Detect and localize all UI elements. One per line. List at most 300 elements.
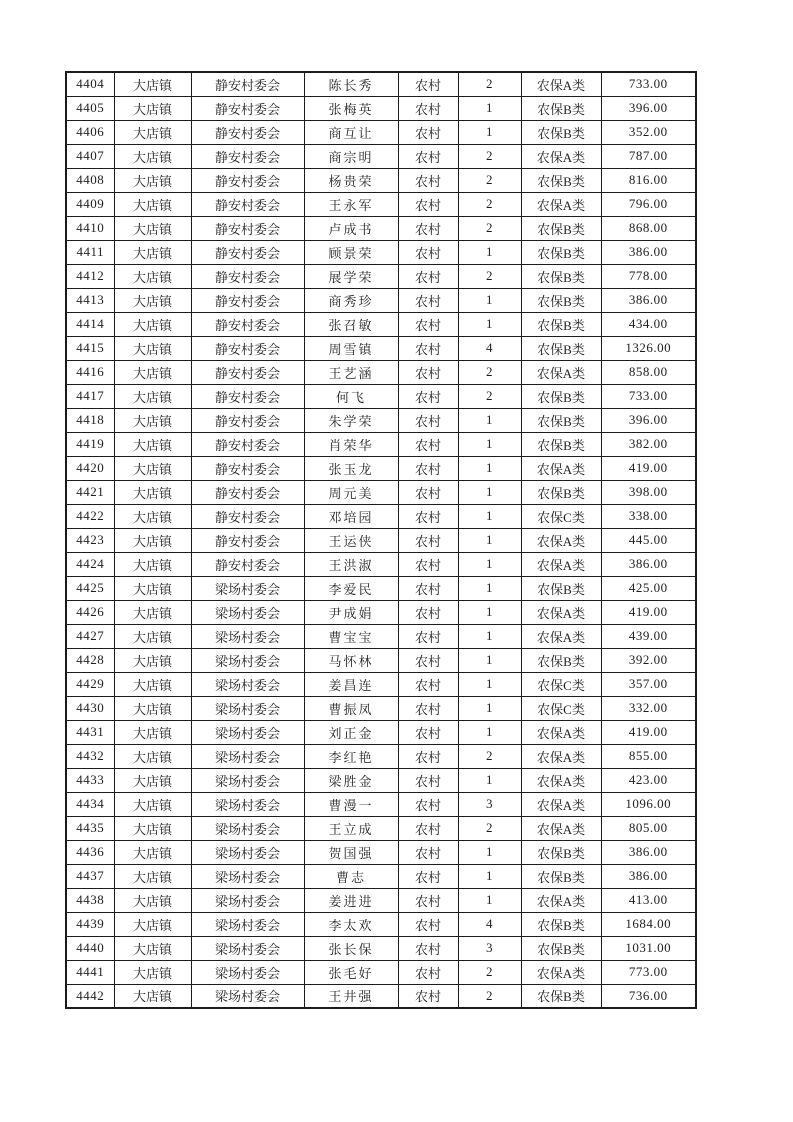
cell-person-count: 2 — [458, 360, 521, 384]
table-row — [66, 912, 696, 936]
cell-town: 大店镇 — [114, 504, 191, 528]
table-row — [66, 960, 696, 984]
cell-town: 大店镇 — [114, 144, 191, 168]
cell-household-type: 农村 — [398, 432, 458, 456]
cell-household-type: 农村 — [398, 336, 458, 360]
cell-person-count: 1 — [458, 504, 521, 528]
cell-village-committee: 梁场村委会 — [191, 960, 304, 984]
cell-serial-number: 4428 — [66, 648, 114, 672]
cell-person-count: 2 — [458, 168, 521, 192]
cell-serial-number: 4441 — [66, 960, 114, 984]
cell-serial-number: 4407 — [66, 144, 114, 168]
cell-serial-number: 4438 — [66, 888, 114, 912]
cell-insurance-category: 农保B类 — [521, 576, 601, 600]
table-row — [66, 96, 696, 120]
cell-household-type: 农村 — [398, 264, 458, 288]
cell-household-type: 农村 — [398, 72, 458, 96]
cell-person-name: 姜昌连 — [304, 672, 398, 696]
table-row — [66, 408, 696, 432]
cell-person-name: 张长保 — [304, 936, 398, 960]
cell-serial-number: 4404 — [66, 72, 114, 96]
cell-village-committee: 梁场村委会 — [191, 576, 304, 600]
cell-person-count: 1 — [458, 840, 521, 864]
cell-town: 大店镇 — [114, 120, 191, 144]
cell-amount: 392.00 — [601, 648, 696, 672]
cell-insurance-category: 农保B类 — [521, 840, 601, 864]
cell-serial-number: 4431 — [66, 720, 114, 744]
cell-amount: 386.00 — [601, 288, 696, 312]
cell-person-name: 曹振凤 — [304, 696, 398, 720]
cell-insurance-category: 农保B类 — [521, 264, 601, 288]
cell-person-count: 2 — [458, 192, 521, 216]
cell-serial-number: 4433 — [66, 768, 114, 792]
table-row — [66, 648, 696, 672]
cell-insurance-category: 农保B类 — [521, 864, 601, 888]
cell-village-committee: 静安村委会 — [191, 456, 304, 480]
table-row — [66, 240, 696, 264]
cell-serial-number: 4434 — [66, 792, 114, 816]
cell-town: 大店镇 — [114, 192, 191, 216]
cell-town: 大店镇 — [114, 984, 191, 1008]
cell-amount: 805.00 — [601, 816, 696, 840]
table-row — [66, 216, 696, 240]
cell-serial-number: 4439 — [66, 912, 114, 936]
cell-amount: 1326.00 — [601, 336, 696, 360]
cell-village-committee: 静安村委会 — [191, 480, 304, 504]
cell-village-committee: 静安村委会 — [191, 168, 304, 192]
cell-person-count: 3 — [458, 792, 521, 816]
cell-serial-number: 4419 — [66, 432, 114, 456]
cell-household-type: 农村 — [398, 672, 458, 696]
cell-amount: 1684.00 — [601, 912, 696, 936]
cell-village-committee: 静安村委会 — [191, 312, 304, 336]
cell-amount: 419.00 — [601, 456, 696, 480]
pension-records-table — [65, 71, 697, 1009]
cell-household-type: 农村 — [398, 144, 458, 168]
table-row — [66, 840, 696, 864]
cell-person-count: 4 — [458, 336, 521, 360]
table-row — [66, 744, 696, 768]
cell-serial-number: 4405 — [66, 96, 114, 120]
cell-household-type: 农村 — [398, 552, 458, 576]
cell-household-type: 农村 — [398, 624, 458, 648]
cell-person-name: 杨贵荣 — [304, 168, 398, 192]
cell-person-count: 2 — [458, 384, 521, 408]
cell-serial-number: 4442 — [66, 984, 114, 1008]
table-row — [66, 768, 696, 792]
cell-insurance-category: 农保B类 — [521, 432, 601, 456]
cell-serial-number: 4410 — [66, 216, 114, 240]
cell-insurance-category: 农保B类 — [521, 408, 601, 432]
table-row — [66, 864, 696, 888]
cell-town: 大店镇 — [114, 264, 191, 288]
cell-serial-number: 4420 — [66, 456, 114, 480]
table-row — [66, 576, 696, 600]
cell-person-count: 2 — [458, 216, 521, 240]
cell-person-count: 4 — [458, 912, 521, 936]
cell-village-committee: 梁场村委会 — [191, 792, 304, 816]
cell-person-count: 1 — [458, 672, 521, 696]
cell-person-count: 1 — [458, 888, 521, 912]
cell-town: 大店镇 — [114, 168, 191, 192]
cell-insurance-category: 农保A类 — [521, 744, 601, 768]
cell-amount: 332.00 — [601, 696, 696, 720]
cell-person-count: 1 — [458, 576, 521, 600]
cell-household-type: 农村 — [398, 192, 458, 216]
cell-village-committee: 梁场村委会 — [191, 768, 304, 792]
cell-amount: 434.00 — [601, 312, 696, 336]
cell-household-type: 农村 — [398, 96, 458, 120]
cell-village-committee: 梁场村委会 — [191, 936, 304, 960]
cell-amount: 419.00 — [601, 720, 696, 744]
cell-person-count: 1 — [458, 240, 521, 264]
cell-insurance-category: 农保A类 — [521, 816, 601, 840]
cell-person-count: 2 — [458, 264, 521, 288]
cell-serial-number: 4436 — [66, 840, 114, 864]
table-row — [66, 192, 696, 216]
cell-serial-number: 4413 — [66, 288, 114, 312]
table-row — [66, 984, 696, 1008]
cell-insurance-category: 农保A类 — [521, 600, 601, 624]
cell-town: 大店镇 — [114, 240, 191, 264]
cell-household-type: 农村 — [398, 360, 458, 384]
cell-village-committee: 静安村委会 — [191, 528, 304, 552]
cell-village-committee: 静安村委会 — [191, 552, 304, 576]
cell-insurance-category: 农保B类 — [521, 648, 601, 672]
cell-household-type: 农村 — [398, 216, 458, 240]
cell-amount: 382.00 — [601, 432, 696, 456]
cell-insurance-category: 农保B类 — [521, 984, 601, 1008]
cell-village-committee: 静安村委会 — [191, 240, 304, 264]
cell-insurance-category: 农保A类 — [521, 144, 601, 168]
cell-insurance-category: 农保A类 — [521, 528, 601, 552]
cell-insurance-category: 农保A类 — [521, 456, 601, 480]
cell-person-name: 王井强 — [304, 984, 398, 1008]
cell-town: 大店镇 — [114, 672, 191, 696]
cell-person-name: 尹成娟 — [304, 600, 398, 624]
cell-insurance-category: 农保B类 — [521, 312, 601, 336]
cell-person-name: 王立成 — [304, 816, 398, 840]
cell-household-type: 农村 — [398, 168, 458, 192]
cell-person-name: 李爱民 — [304, 576, 398, 600]
cell-insurance-category: 农保B类 — [521, 96, 601, 120]
cell-serial-number: 4411 — [66, 240, 114, 264]
cell-amount: 1096.00 — [601, 792, 696, 816]
cell-person-count: 1 — [458, 480, 521, 504]
cell-town: 大店镇 — [114, 216, 191, 240]
cell-serial-number: 4426 — [66, 600, 114, 624]
cell-household-type: 农村 — [398, 480, 458, 504]
cell-town: 大店镇 — [114, 720, 191, 744]
cell-village-committee: 梁场村委会 — [191, 720, 304, 744]
cell-person-name: 李红艳 — [304, 744, 398, 768]
cell-household-type: 农村 — [398, 840, 458, 864]
cell-village-committee: 静安村委会 — [191, 264, 304, 288]
table-row — [66, 456, 696, 480]
cell-amount: 796.00 — [601, 192, 696, 216]
cell-village-committee: 静安村委会 — [191, 504, 304, 528]
cell-town: 大店镇 — [114, 96, 191, 120]
table-row — [66, 120, 696, 144]
cell-person-name: 张玉龙 — [304, 456, 398, 480]
cell-person-count: 1 — [458, 312, 521, 336]
cell-insurance-category: 农保B类 — [521, 120, 601, 144]
cell-serial-number: 4430 — [66, 696, 114, 720]
cell-person-name: 朱学荣 — [304, 408, 398, 432]
cell-amount: 1031.00 — [601, 936, 696, 960]
table-row — [66, 384, 696, 408]
cell-village-committee: 静安村委会 — [191, 384, 304, 408]
cell-serial-number: 4424 — [66, 552, 114, 576]
cell-household-type: 农村 — [398, 576, 458, 600]
table-row — [66, 336, 696, 360]
cell-insurance-category: 农保A类 — [521, 888, 601, 912]
cell-amount: 386.00 — [601, 840, 696, 864]
cell-serial-number: 4421 — [66, 480, 114, 504]
cell-person-count: 1 — [458, 528, 521, 552]
cell-person-name: 何飞 — [304, 384, 398, 408]
cell-amount: 423.00 — [601, 768, 696, 792]
cell-household-type: 农村 — [398, 936, 458, 960]
cell-town: 大店镇 — [114, 456, 191, 480]
cell-person-count: 2 — [458, 960, 521, 984]
cell-insurance-category: 农保B类 — [521, 240, 601, 264]
cell-person-count: 2 — [458, 744, 521, 768]
cell-household-type: 农村 — [398, 696, 458, 720]
cell-person-count: 1 — [458, 864, 521, 888]
cell-amount: 386.00 — [601, 240, 696, 264]
cell-town: 大店镇 — [114, 696, 191, 720]
cell-amount: 733.00 — [601, 384, 696, 408]
cell-insurance-category: 农保B类 — [521, 168, 601, 192]
cell-town: 大店镇 — [114, 816, 191, 840]
table-row — [66, 720, 696, 744]
cell-person-count: 2 — [458, 144, 521, 168]
cell-person-count: 1 — [458, 408, 521, 432]
cell-village-committee: 静安村委会 — [191, 288, 304, 312]
cell-serial-number: 4408 — [66, 168, 114, 192]
cell-household-type: 农村 — [398, 912, 458, 936]
cell-person-count: 1 — [458, 648, 521, 672]
cell-town: 大店镇 — [114, 312, 191, 336]
cell-village-committee: 梁场村委会 — [191, 840, 304, 864]
cell-household-type: 农村 — [398, 600, 458, 624]
cell-town: 大店镇 — [114, 408, 191, 432]
cell-household-type: 农村 — [398, 744, 458, 768]
cell-amount: 733.00 — [601, 72, 696, 96]
cell-person-name: 邓培园 — [304, 504, 398, 528]
cell-insurance-category: 农保B类 — [521, 384, 601, 408]
cell-insurance-category: 农保B类 — [521, 336, 601, 360]
cell-town: 大店镇 — [114, 336, 191, 360]
cell-serial-number: 4432 — [66, 744, 114, 768]
cell-person-name: 卢成书 — [304, 216, 398, 240]
cell-amount: 357.00 — [601, 672, 696, 696]
cell-household-type: 农村 — [398, 384, 458, 408]
cell-person-name: 陈长秀 — [304, 72, 398, 96]
cell-town: 大店镇 — [114, 360, 191, 384]
table-row — [66, 528, 696, 552]
cell-amount: 868.00 — [601, 216, 696, 240]
table-row — [66, 504, 696, 528]
cell-person-name: 商宗明 — [304, 144, 398, 168]
table-row — [66, 360, 696, 384]
table-row — [66, 480, 696, 504]
cell-village-committee: 梁场村委会 — [191, 624, 304, 648]
cell-person-name: 梁胜金 — [304, 768, 398, 792]
cell-person-count: 1 — [458, 624, 521, 648]
cell-household-type: 农村 — [398, 456, 458, 480]
cell-serial-number: 4423 — [66, 528, 114, 552]
table-row — [66, 792, 696, 816]
cell-town: 大店镇 — [114, 288, 191, 312]
cell-person-name: 王运侠 — [304, 528, 398, 552]
cell-amount: 398.00 — [601, 480, 696, 504]
cell-village-committee: 梁场村委会 — [191, 984, 304, 1008]
cell-serial-number: 4422 — [66, 504, 114, 528]
cell-household-type: 农村 — [398, 648, 458, 672]
cell-village-committee: 静安村委会 — [191, 120, 304, 144]
cell-person-name: 商互让 — [304, 120, 398, 144]
cell-household-type: 农村 — [398, 504, 458, 528]
cell-person-name: 周元美 — [304, 480, 398, 504]
cell-serial-number: 4415 — [66, 336, 114, 360]
cell-person-name: 张召敏 — [304, 312, 398, 336]
cell-person-count: 1 — [458, 456, 521, 480]
cell-town: 大店镇 — [114, 432, 191, 456]
cell-person-count: 1 — [458, 432, 521, 456]
cell-person-count: 1 — [458, 552, 521, 576]
table-row — [66, 696, 696, 720]
cell-insurance-category: 农保B类 — [521, 288, 601, 312]
cell-household-type: 农村 — [398, 816, 458, 840]
cell-village-committee: 静安村委会 — [191, 72, 304, 96]
cell-village-committee: 静安村委会 — [191, 192, 304, 216]
cell-village-committee: 梁场村委会 — [191, 912, 304, 936]
cell-insurance-category: 农保B类 — [521, 912, 601, 936]
cell-insurance-category: 农保A类 — [521, 360, 601, 384]
cell-insurance-category: 农保A类 — [521, 552, 601, 576]
cell-amount: 736.00 — [601, 984, 696, 1008]
cell-village-committee: 静安村委会 — [191, 144, 304, 168]
cell-household-type: 农村 — [398, 288, 458, 312]
table-row — [66, 288, 696, 312]
cell-amount: 816.00 — [601, 168, 696, 192]
cell-town: 大店镇 — [114, 528, 191, 552]
table-row — [66, 888, 696, 912]
cell-town: 大店镇 — [114, 888, 191, 912]
cell-person-name: 王永军 — [304, 192, 398, 216]
cell-person-name: 姜进进 — [304, 888, 398, 912]
cell-person-name: 刘正金 — [304, 720, 398, 744]
cell-village-committee: 梁场村委会 — [191, 888, 304, 912]
cell-amount: 352.00 — [601, 120, 696, 144]
cell-village-committee: 梁场村委会 — [191, 744, 304, 768]
cell-household-type: 农村 — [398, 312, 458, 336]
cell-person-count: 1 — [458, 288, 521, 312]
cell-serial-number: 4417 — [66, 384, 114, 408]
cell-person-count: 3 — [458, 936, 521, 960]
cell-town: 大店镇 — [114, 72, 191, 96]
cell-insurance-category: 农保B类 — [521, 936, 601, 960]
cell-town: 大店镇 — [114, 552, 191, 576]
cell-insurance-category: 农保C类 — [521, 672, 601, 696]
cell-household-type: 农村 — [398, 768, 458, 792]
table-row — [66, 432, 696, 456]
table-row — [66, 600, 696, 624]
cell-person-name: 顾景荣 — [304, 240, 398, 264]
cell-serial-number: 4416 — [66, 360, 114, 384]
cell-serial-number: 4412 — [66, 264, 114, 288]
cell-household-type: 农村 — [398, 792, 458, 816]
cell-amount: 439.00 — [601, 624, 696, 648]
cell-amount: 778.00 — [601, 264, 696, 288]
cell-amount: 386.00 — [601, 864, 696, 888]
cell-amount: 419.00 — [601, 600, 696, 624]
cell-person-count: 1 — [458, 96, 521, 120]
cell-amount: 396.00 — [601, 96, 696, 120]
table-row — [66, 144, 696, 168]
cell-person-name: 张毛好 — [304, 960, 398, 984]
cell-village-committee: 静安村委会 — [191, 216, 304, 240]
cell-town: 大店镇 — [114, 384, 191, 408]
cell-person-count: 1 — [458, 720, 521, 744]
cell-person-name: 王洪淑 — [304, 552, 398, 576]
cell-person-name: 曹志 — [304, 864, 398, 888]
cell-insurance-category: 农保A类 — [521, 720, 601, 744]
cell-town: 大店镇 — [114, 600, 191, 624]
cell-person-name: 贺国强 — [304, 840, 398, 864]
cell-person-name: 曹宝宝 — [304, 624, 398, 648]
cell-village-committee: 静安村委会 — [191, 336, 304, 360]
cell-person-name: 马怀林 — [304, 648, 398, 672]
cell-town: 大店镇 — [114, 864, 191, 888]
cell-person-count: 1 — [458, 120, 521, 144]
cell-serial-number: 4425 — [66, 576, 114, 600]
cell-insurance-category: 农保B类 — [521, 480, 601, 504]
cell-insurance-category: 农保A类 — [521, 792, 601, 816]
cell-town: 大店镇 — [114, 792, 191, 816]
cell-village-committee: 静安村委会 — [191, 360, 304, 384]
cell-village-committee: 梁场村委会 — [191, 816, 304, 840]
cell-village-committee: 梁场村委会 — [191, 696, 304, 720]
cell-town: 大店镇 — [114, 576, 191, 600]
cell-person-name: 王艺涵 — [304, 360, 398, 384]
cell-village-committee: 静安村委会 — [191, 432, 304, 456]
cell-person-count: 2 — [458, 984, 521, 1008]
cell-insurance-category: 农保A类 — [521, 960, 601, 984]
table-body — [66, 72, 696, 1008]
cell-village-committee: 梁场村委会 — [191, 864, 304, 888]
cell-person-count: 2 — [458, 816, 521, 840]
cell-town: 大店镇 — [114, 840, 191, 864]
cell-insurance-category: 农保C类 — [521, 504, 601, 528]
cell-serial-number: 4414 — [66, 312, 114, 336]
cell-insurance-category: 农保A类 — [521, 72, 601, 96]
cell-household-type: 农村 — [398, 864, 458, 888]
cell-town: 大店镇 — [114, 936, 191, 960]
cell-amount: 338.00 — [601, 504, 696, 528]
cell-household-type: 农村 — [398, 984, 458, 1008]
cell-serial-number: 4429 — [66, 672, 114, 696]
cell-household-type: 农村 — [398, 528, 458, 552]
cell-person-name: 肖荣华 — [304, 432, 398, 456]
cell-person-name: 曹漫一 — [304, 792, 398, 816]
cell-village-committee: 梁场村委会 — [191, 600, 304, 624]
cell-amount: 858.00 — [601, 360, 696, 384]
cell-person-name: 商秀珍 — [304, 288, 398, 312]
cell-household-type: 农村 — [398, 720, 458, 744]
